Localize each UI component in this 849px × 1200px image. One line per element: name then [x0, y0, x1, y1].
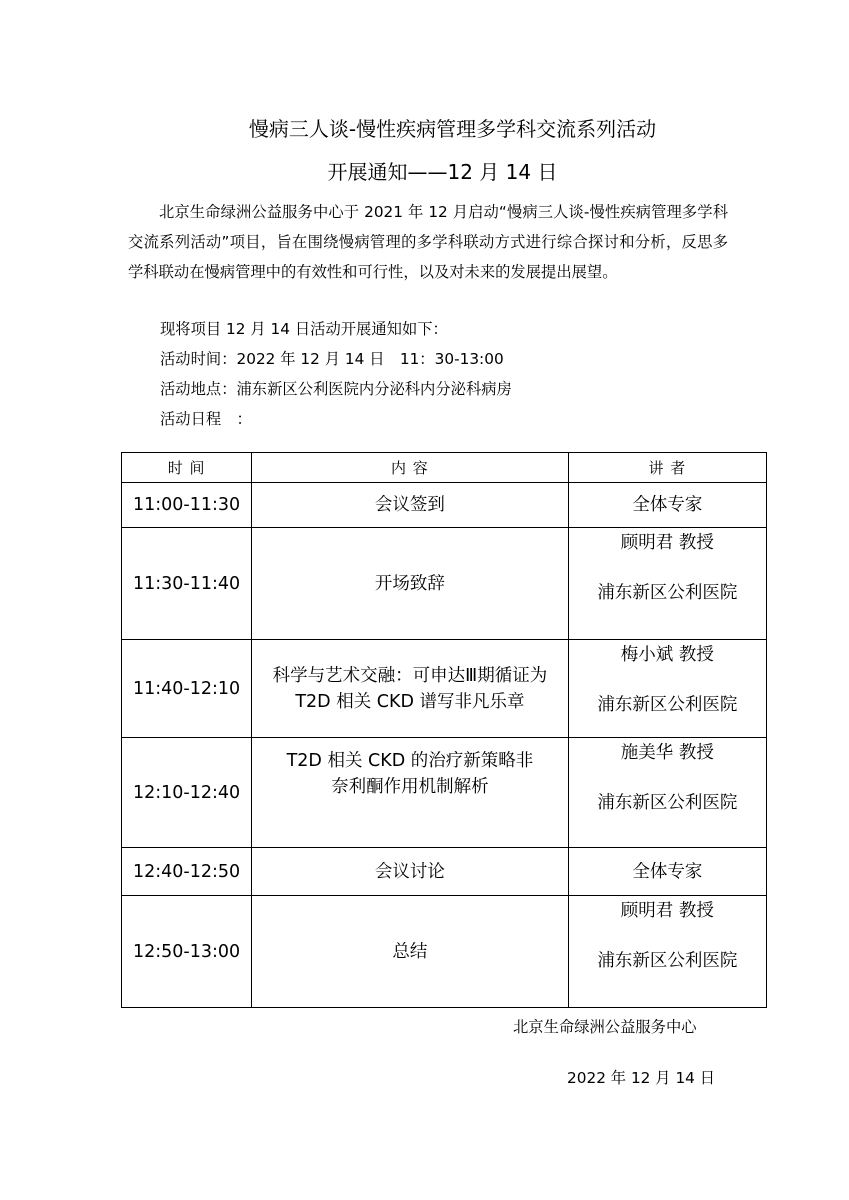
- row-speaker-cell: [568, 738, 766, 848]
- row-speaker: 全体专家: [568, 848, 766, 896]
- row-content: 会议讨论: [252, 848, 568, 896]
- table-row: [122, 848, 767, 896]
- speaker-org: 浦东新区公利医院: [597, 695, 738, 715]
- row-time: 11:00-11:30: [122, 483, 252, 528]
- document-title: 慢病三人谈-慢性疾病管理多学科交流系列活动: [248, 117, 657, 141]
- table-row: [122, 528, 767, 640]
- row-speaker-cell: [568, 896, 766, 1008]
- speaker-name: 梅小斌 教授: [620, 645, 714, 665]
- row-time: 12:50-13:00: [122, 896, 252, 1008]
- header-speaker: 讲 者: [568, 453, 766, 483]
- document-subtitle: 开展通知——12 月 14 日: [327, 160, 558, 184]
- footer-date: 2022 年 12 月 14 日: [567, 1069, 716, 1087]
- event-time: 活动时间：2022 年 12 月 14 日 11：30-13:00: [160, 350, 504, 368]
- row-content: T2D 相关 CKD 的治疗新策略非奈利酮作用机制解析: [252, 738, 568, 848]
- table-row: [122, 483, 767, 528]
- table-row: [122, 896, 767, 1008]
- schedule-table: [121, 452, 767, 1008]
- row-content: 总结: [252, 896, 568, 1008]
- schedule-label: 活动日程 ：: [160, 410, 252, 428]
- row-time: 12:10-12:40: [122, 738, 252, 848]
- row-speaker-cell: [568, 640, 766, 738]
- speaker-name: 顾明君 教授: [620, 533, 714, 553]
- row-speaker-cell: [568, 528, 766, 640]
- speaker-org: 浦东新区公利医院: [597, 951, 738, 971]
- row-time: 11:30-11:40: [122, 528, 252, 640]
- event-place: 活动地点：浦东新区公利医院内分泌科内分泌科病房: [160, 380, 512, 398]
- speaker-name: 施美华 教授: [620, 743, 714, 763]
- speaker-org: 浦东新区公利医院: [597, 793, 738, 813]
- header-time: 时 间: [122, 453, 252, 483]
- notice-line: 现将项目 12 月 14 日活动开展通知如下：: [160, 320, 448, 338]
- table-row: [122, 738, 767, 848]
- row-content: 开场致辞: [252, 528, 568, 640]
- speaker-org: 浦东新区公利医院: [597, 583, 738, 603]
- row-time: 12:40-12:50: [122, 848, 252, 896]
- table-row: [122, 640, 767, 738]
- table-header-row: [122, 453, 767, 483]
- footer-organization: 北京生命绿洲公益服务中心: [513, 1018, 697, 1036]
- row-time: 11:40-12:10: [122, 640, 252, 738]
- row-content: 科学与艺术交融：可申达Ⅲ期循证为 T2D 相关 CKD 谱写非凡乐章: [252, 640, 568, 738]
- intro-paragraph: 北京生命绿洲公益服务中心于 2021 年 12 月启动“慢病三人谈-慢性疾病管理多学科交流系列活动”项目，旨在围绕慢病管理的多学科联动方式进行综合探讨和分析，反思多学科联动在慢病管理中的有效性和可行性，以及对未来的发展提出展望。: [128, 203, 728, 281]
- row-content: 会议签到: [252, 483, 568, 528]
- row-speaker: 全体专家: [568, 483, 766, 528]
- speaker-name: 顾明君 教授: [620, 901, 714, 921]
- header-content: 内 容: [252, 453, 568, 483]
